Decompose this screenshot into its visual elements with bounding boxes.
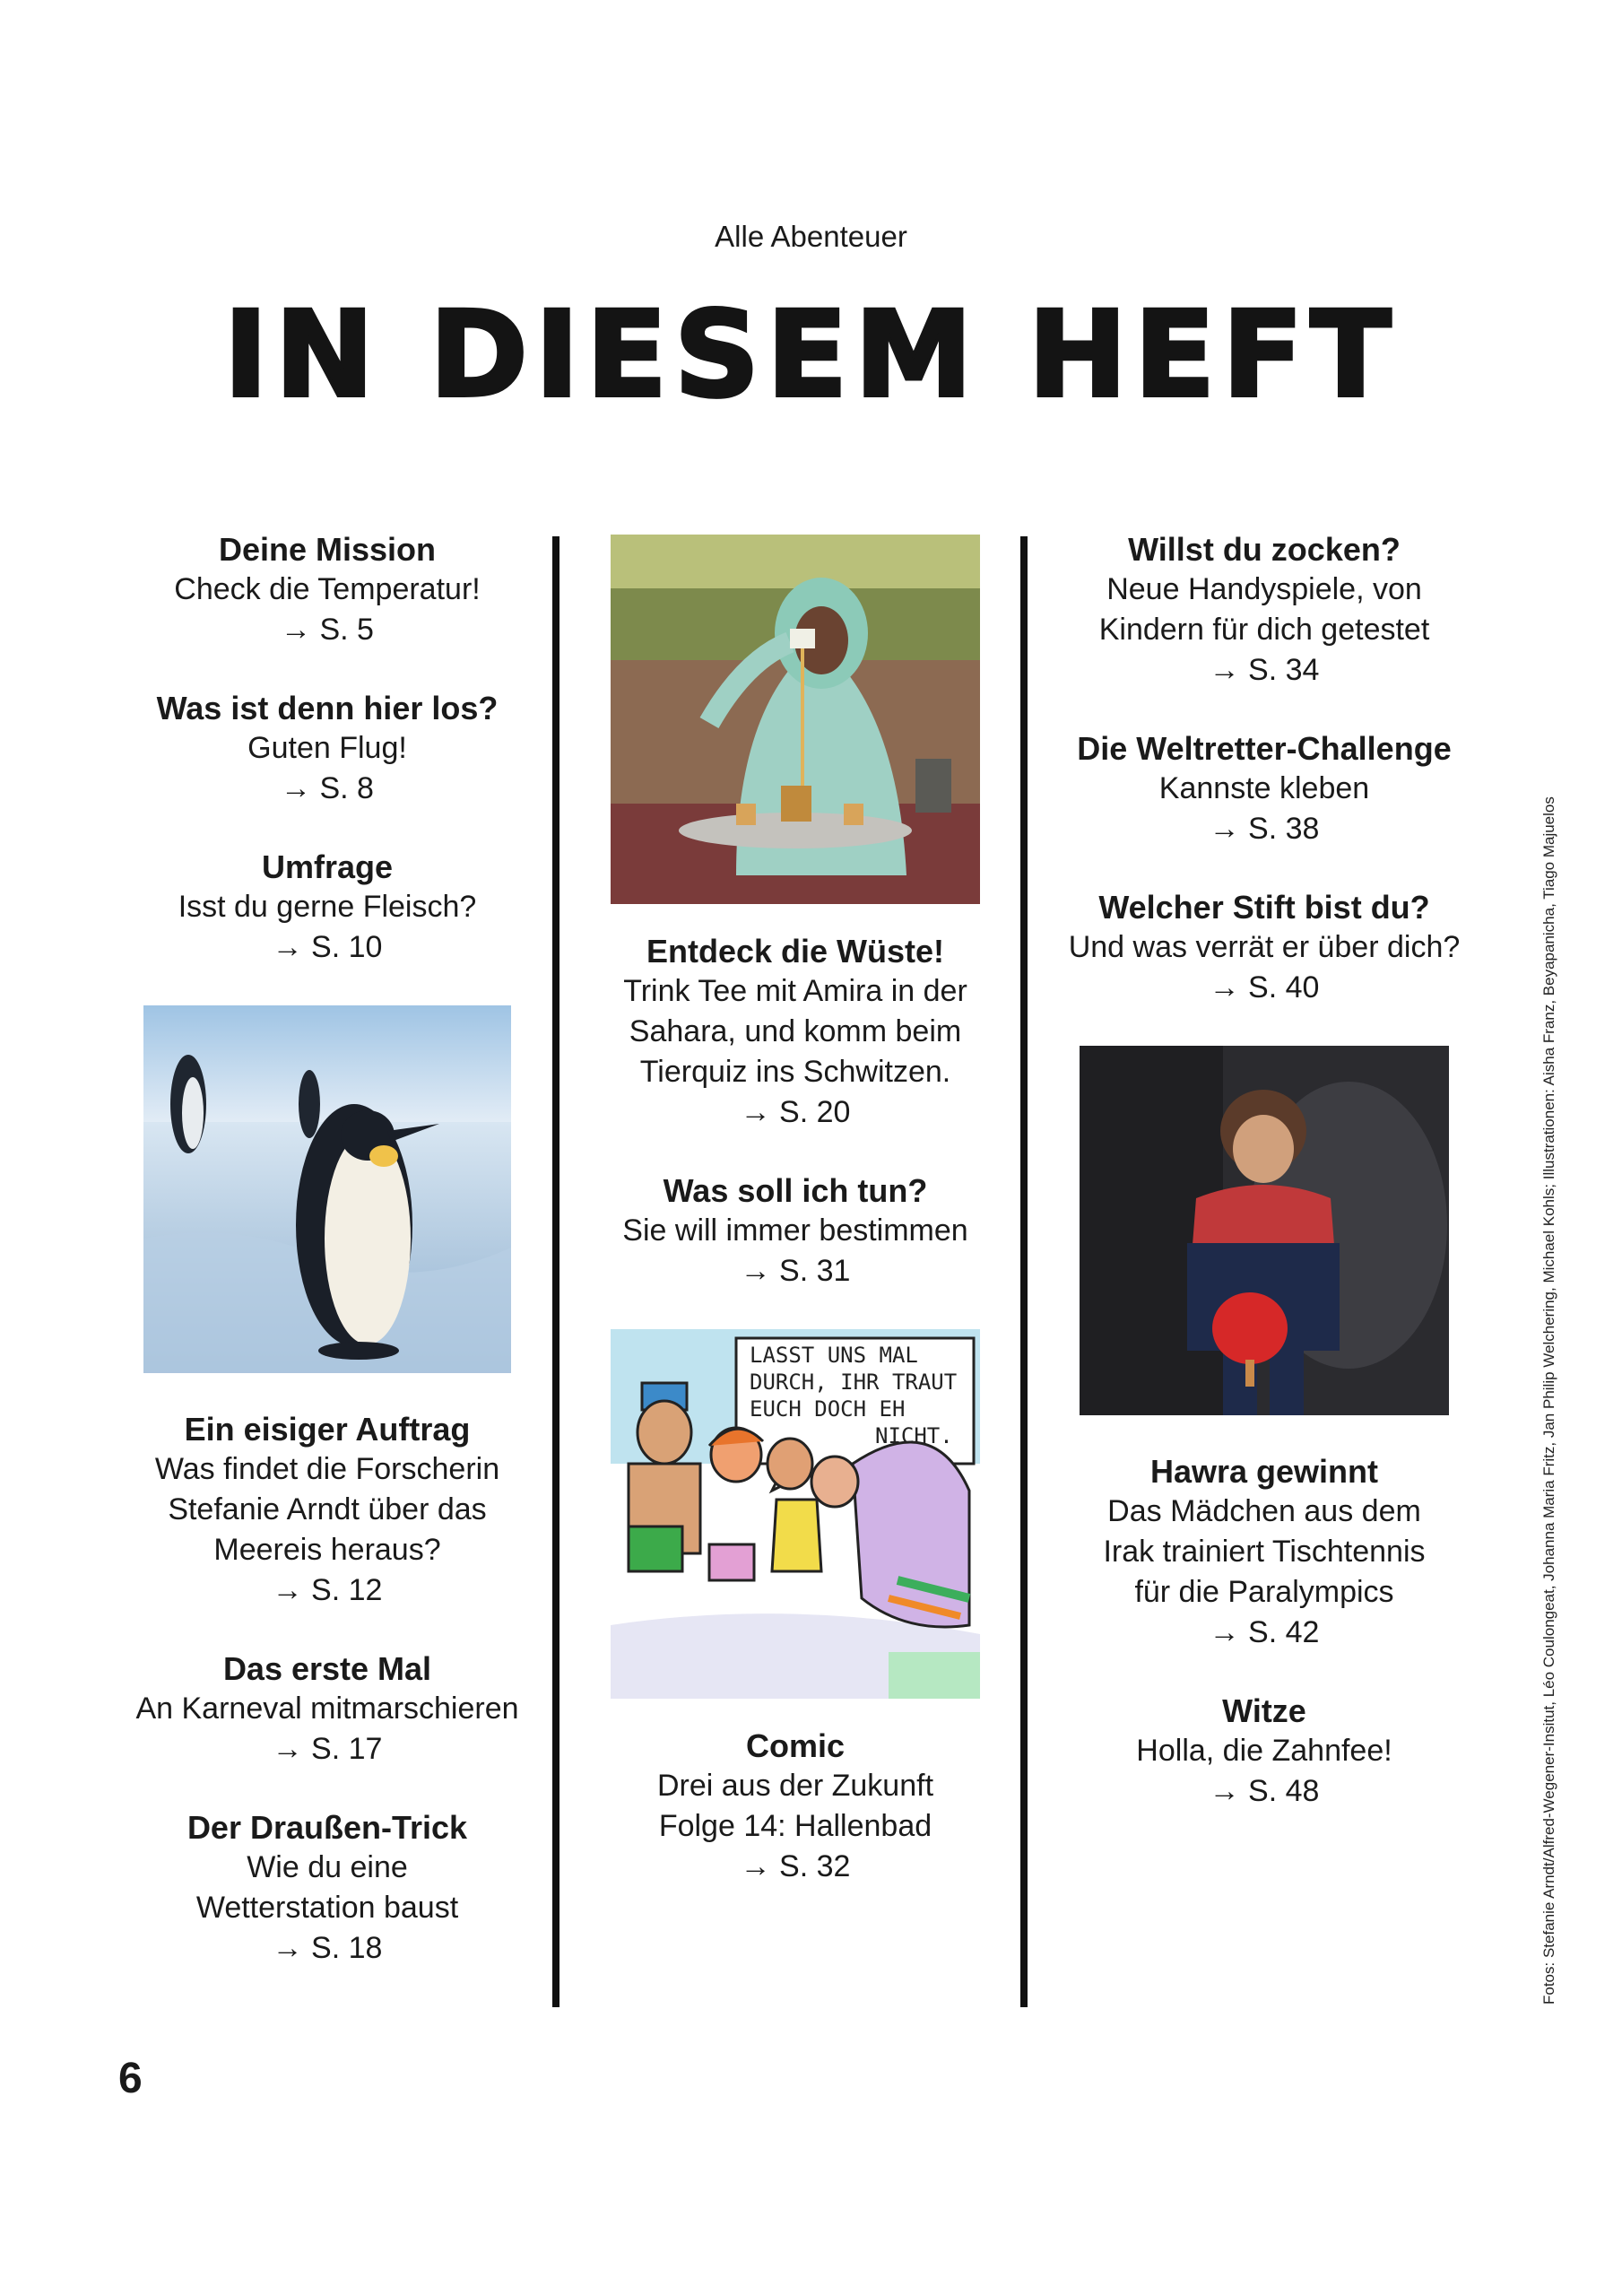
entry-title: Hawra gewinnt [1149,1453,1379,1490]
entry-title: Die Weltretter-Challenge [1077,730,1452,767]
entry-page-ref[interactable]: → S. 12 [272,1573,383,1607]
entry-teaser: Irak trainiert Tischtennis [1103,1535,1426,1569]
toc-entry[interactable] [117,1409,538,1611]
entry-title: Was soll ich tun? [663,1172,928,1209]
entry-teaser: Isst du gerne Fleisch? [178,890,477,924]
table-tennis-photo [1080,1046,1449,1415]
desert-tea-photo [611,535,980,904]
toc-entry[interactable] [117,1648,538,1770]
speech-line: LASST UNS MAL [750,1343,918,1368]
toc-entry[interactable] [585,1726,1006,1887]
entry-title: Das erste Mal [222,1650,432,1687]
entry-teaser: Tierquiz ins Schwitzen. [639,1055,951,1089]
toc-entry[interactable] [117,1807,538,1969]
entry-title: Comic [745,1727,846,1764]
entry-page-ref[interactable]: → S. 17 [272,1732,383,1766]
entry-teaser: Drei aus der Zukunft [656,1769,934,1803]
entry-page-ref[interactable]: → S. 42 [1209,1615,1320,1649]
entry-title: Entdeck die Wüste! [646,933,945,970]
entry-teaser: Kindern für dich getestet [1098,613,1430,647]
entry-title: Der Draußen-Trick [186,1809,468,1846]
entry-page-ref[interactable]: → S. 34 [1209,653,1320,687]
entry-title: Ein eisiger Auftrag [184,1411,471,1448]
toc-column-2 [585,529,1006,1925]
kicker: Alle Abenteuer [715,220,907,253]
toc-entry[interactable] [1054,529,1475,691]
entry-teaser: Trink Tee mit Amira in der [623,974,967,1008]
entry-page-ref[interactable]: → S. 31 [740,1254,851,1288]
penguin-photo [143,1005,511,1373]
toc-entry[interactable] [1054,887,1475,1008]
entry-title: Deine Mission [218,531,437,568]
toc-entry[interactable] [1054,1451,1475,1653]
entry-page-ref[interactable]: → S. 10 [272,930,383,964]
entry-teaser: Holla, die Zahnfee! [1136,1734,1392,1768]
toc-entry[interactable] [1054,728,1475,849]
toc-entry[interactable] [585,931,1006,1133]
entry-teaser: Folge 14: Hallenbad [658,1809,932,1843]
entry-teaser: Kannste kleben [1158,771,1370,805]
entry-teaser: Sahara, und komm beim [629,1014,962,1048]
entry-page-ref[interactable]: → S. 48 [1209,1774,1320,1808]
column-divider [1020,536,1028,2007]
toc-entry[interactable] [117,847,538,968]
entry-teaser: Meereis heraus? [213,1533,441,1567]
comic-panel [611,1329,980,1699]
entry-page-ref[interactable]: → S. 5 [281,613,374,647]
entry-title: Was ist denn hier los? [156,690,499,726]
entry-teaser: Sie will immer bestimmen [622,1213,968,1248]
entry-teaser: Und was verrät er über dich? [1068,930,1461,964]
toc-column-1 [117,529,538,2006]
entry-teaser: für die Paralympics [1134,1575,1394,1609]
entry-title: Umfrage [261,848,394,885]
entry-page-ref[interactable]: → S. 18 [272,1931,383,1965]
entry-teaser: Was findet die Forscherin [154,1452,500,1486]
entry-teaser: Neue Handyspiele, von [1106,572,1422,606]
entry-teaser: An Karneval mitmarschieren [135,1692,519,1726]
toc-entry[interactable] [585,1170,1006,1292]
page-headline: IN DIESEM HEFT [223,286,1399,424]
entry-teaser: Das Mädchen aus dem [1107,1494,1421,1528]
entry-title: Welcher Stift bist du? [1098,889,1430,926]
entry-title: Willst du zocken? [1128,531,1401,568]
toc-entry[interactable] [1054,1691,1475,1812]
entry-teaser: Guten Flug! [247,731,407,765]
entry-page-ref[interactable]: → S. 20 [740,1095,851,1129]
comic-speech-bubble [741,1342,969,1449]
speech-line: DURCH, IHR TRAUT [750,1370,958,1395]
entry-title: Witze [1222,1692,1306,1729]
speech-line: NICHT. [875,1423,953,1448]
entry-teaser: Wetterstation baust [195,1891,459,1925]
entry-teaser: Stefanie Arndt über das [168,1492,487,1526]
entry-teaser: Check die Temperatur! [174,572,481,606]
entry-page-ref[interactable]: → S. 40 [1209,970,1320,1004]
entry-page-ref[interactable]: → S. 8 [281,771,374,805]
toc-entry[interactable] [117,529,538,650]
column-divider [552,536,559,2007]
speech-line: EUCH DOCH EH [750,1396,906,1422]
entry-page-ref[interactable]: → S. 32 [740,1849,851,1883]
entry-page-ref[interactable]: → S. 38 [1209,812,1320,846]
photo-credits: Fotos: Stefanie Arndt/Alfred-Wegener-Insitut, Léo Coulongeat, Johanna Maria Fritz, Jan Philip Welchering, Michael Kohls; Illustrationen: Aisha Franz, Beyapanicha, Tiago Majuelos [1540,796,1557,2005]
toc-column-3 [1054,529,1475,1849]
entry-teaser: Wie du eine [247,1850,408,1884]
page-number: 6 [118,2055,143,2102]
toc-entry[interactable] [117,688,538,809]
